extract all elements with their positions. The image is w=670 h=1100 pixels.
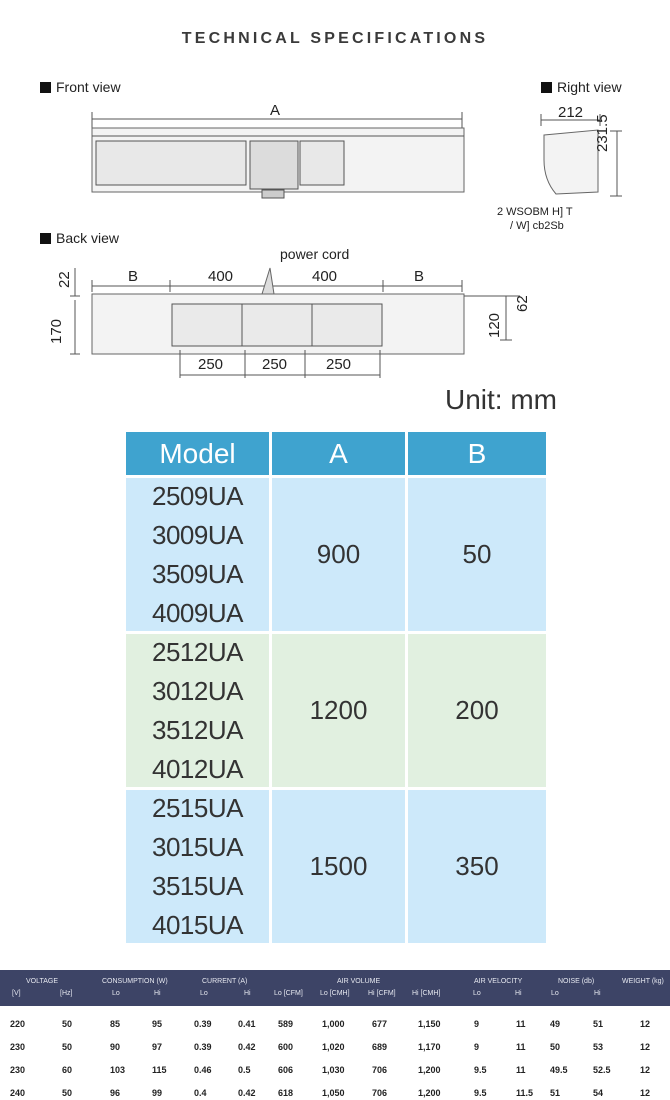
header-model: Model xyxy=(126,432,272,478)
dim-250-3-label: 250 xyxy=(326,356,352,373)
table-cell: 115 xyxy=(152,1065,167,1075)
model-name: 3015UA xyxy=(152,831,243,862)
table-cell: 618 xyxy=(278,1088,294,1098)
table-cell: 600 xyxy=(278,1042,294,1052)
sub-cur-lo: Lo xyxy=(200,990,208,997)
table-row xyxy=(0,1058,670,1081)
table-cell: 706 xyxy=(372,1065,388,1075)
table-cell: 12 xyxy=(640,1019,651,1029)
sub-cons-lo: Lo xyxy=(112,990,120,997)
model-name: 3515UA xyxy=(152,870,243,901)
sub-hz: [Hz] xyxy=(60,990,73,997)
model-list xyxy=(126,478,272,634)
sub-noise-lo: Lo xyxy=(551,990,559,997)
table-cell: 1,200 xyxy=(418,1065,441,1075)
table-cell: 9 xyxy=(474,1042,480,1052)
dim-a-label: A xyxy=(270,102,281,119)
model-name: 4015UA xyxy=(152,909,243,940)
table-cell: 51 xyxy=(593,1019,604,1029)
table-cell: 1,020 xyxy=(322,1042,345,1052)
table-cell: 0.39 xyxy=(194,1019,212,1029)
model-group-1500 xyxy=(126,790,546,946)
table-cell: 53 xyxy=(593,1042,604,1052)
dim-b-left-label: B xyxy=(128,268,139,285)
table-cell: 54 xyxy=(593,1088,604,1098)
dim-212-label: 212 xyxy=(558,104,584,121)
model-list xyxy=(126,790,272,946)
table-cell: 50 xyxy=(62,1019,73,1029)
model-name: 3009UA xyxy=(152,519,243,550)
table-cell: 97 xyxy=(152,1042,163,1052)
table-cell: 0.42 xyxy=(238,1042,256,1052)
group-voltage: VOLTAGE xyxy=(26,978,59,985)
table-cell: 50 xyxy=(62,1088,73,1098)
spec-table-header xyxy=(0,970,670,1006)
model-name: 2515UA xyxy=(152,792,243,823)
dim-b-value: 50 xyxy=(408,478,546,634)
dim-400-right-label: 400 xyxy=(312,268,338,285)
spec-table xyxy=(0,970,670,1100)
right-view-text: Right view xyxy=(557,79,622,95)
sub-noise-hi: Hi xyxy=(594,990,601,997)
table-cell: 230 xyxy=(10,1042,26,1052)
table-cell: 51 xyxy=(550,1088,561,1098)
table-cell: 0.4 xyxy=(194,1088,207,1098)
side-note-2: / W] cb2Sb xyxy=(510,220,564,232)
model-name: 4012UA xyxy=(152,753,243,784)
dim-400-left-label: 400 xyxy=(208,268,234,285)
model-name: 3512UA xyxy=(152,714,243,745)
table-cell: 0.42 xyxy=(238,1088,256,1098)
table-cell: 1,050 xyxy=(322,1088,345,1098)
unit-label: Unit: mm xyxy=(445,384,557,415)
model-table-header xyxy=(126,432,546,478)
sub-hi-cmh: Hi [CMH] xyxy=(412,990,441,997)
table-cell: 52.5 xyxy=(593,1065,611,1075)
table-cell: 11.5 xyxy=(516,1088,534,1098)
sub-lo-cmh: Lo [CMH] xyxy=(320,990,350,997)
table-row xyxy=(0,1081,670,1100)
table-cell: 85 xyxy=(110,1019,121,1029)
group-current: CURRENT (A) xyxy=(202,978,248,985)
table-cell: 50 xyxy=(550,1042,561,1052)
sub-lo-cfm: Lo [CFM] xyxy=(274,990,303,997)
table-cell: 0.46 xyxy=(194,1065,212,1075)
model-name: 4009UA xyxy=(152,597,243,628)
table-cell: 0.41 xyxy=(238,1019,256,1029)
table-cell: 11 xyxy=(516,1042,526,1052)
sub-hi-cfm: Hi [CFM] xyxy=(368,990,396,997)
page-title: TECHNICAL SPECIFICATIONS xyxy=(181,30,489,47)
side-note-1: 2 WSOBM H] T xyxy=(497,206,573,218)
table-cell: 1,170 xyxy=(418,1042,441,1052)
dim-231-5-label: 231.5 xyxy=(594,114,611,152)
table-cell: 11 xyxy=(516,1019,526,1029)
dim-b-value: 200 xyxy=(408,634,546,790)
group-weight: WEIGHT (kg) xyxy=(622,978,664,985)
model-group-1200 xyxy=(126,634,546,790)
table-cell: 96 xyxy=(110,1088,121,1098)
header-b: B xyxy=(408,432,546,478)
sub-vel-lo: Lo xyxy=(473,990,481,997)
table-cell: 49 xyxy=(550,1019,561,1029)
table-cell: 99 xyxy=(152,1088,163,1098)
table-cell: 230 xyxy=(10,1065,26,1075)
dim-250-1-label: 250 xyxy=(198,356,224,373)
table-cell: 1,030 xyxy=(322,1065,345,1075)
table-cell: 240 xyxy=(10,1088,26,1098)
table-cell: 9 xyxy=(474,1019,480,1029)
model-name: 2509UA xyxy=(152,480,243,511)
table-row xyxy=(0,1035,670,1058)
table-cell: 606 xyxy=(278,1065,294,1075)
table-cell: 677 xyxy=(372,1019,388,1029)
model-dimension-table xyxy=(126,432,546,946)
group-air-volume: AIR VOLUME xyxy=(337,978,381,985)
model-name: 2512UA xyxy=(152,636,243,667)
dim-22-label: 22 xyxy=(56,271,73,288)
dim-b-right-label: B xyxy=(414,268,425,285)
dim-b-value: 350 xyxy=(408,790,546,946)
table-cell: 12 xyxy=(640,1088,651,1098)
sub-v: [V] xyxy=(12,990,21,997)
table-cell: 95 xyxy=(152,1019,163,1029)
dim-a-value: 1500 xyxy=(272,790,408,946)
table-cell: 12 xyxy=(640,1042,651,1052)
front-view-text: Front view xyxy=(56,79,121,95)
technical-drawing xyxy=(0,0,670,380)
model-name: 3012UA xyxy=(152,675,243,706)
sub-vel-hi: Hi xyxy=(515,990,522,997)
dim-250-2-label: 250 xyxy=(262,356,288,373)
model-name: 3509UA xyxy=(152,558,243,589)
table-cell: 90 xyxy=(110,1042,121,1052)
table-cell: 1,200 xyxy=(418,1088,441,1098)
table-cell: 1,000 xyxy=(322,1019,345,1029)
table-cell: 50 xyxy=(62,1042,73,1052)
table-cell: 11 xyxy=(516,1065,526,1075)
model-list xyxy=(126,634,272,790)
table-cell: 12 xyxy=(640,1065,651,1075)
spec-table-body xyxy=(0,1006,670,1100)
table-cell: 1,150 xyxy=(418,1019,441,1029)
dim-170-label: 170 xyxy=(48,318,65,344)
group-noise: NOISE (db) xyxy=(558,978,595,985)
table-cell: 589 xyxy=(278,1019,294,1029)
table-cell: 9.5 xyxy=(474,1065,487,1075)
dim-a-value: 1200 xyxy=(272,634,408,790)
table-cell: 706 xyxy=(372,1088,388,1098)
table-cell: 220 xyxy=(10,1019,26,1029)
dim-a-value: 900 xyxy=(272,478,408,634)
sub-cons-hi: Hi xyxy=(154,990,161,997)
header-a: A xyxy=(272,432,408,478)
table-cell: 103 xyxy=(110,1065,126,1075)
table-cell: 689 xyxy=(372,1042,388,1052)
table-cell: 0.39 xyxy=(194,1042,212,1052)
sub-cur-hi: Hi xyxy=(244,990,251,997)
table-cell: 60 xyxy=(62,1065,73,1075)
power-cord-label: power cord xyxy=(280,246,350,262)
dim-120-label: 120 xyxy=(486,312,503,338)
table-row xyxy=(0,1012,670,1035)
model-group-900 xyxy=(126,478,546,634)
back-view-text: Back view xyxy=(56,230,120,246)
table-cell: 0.5 xyxy=(238,1065,251,1075)
group-consumption: CONSUMPTION (W) xyxy=(102,978,168,985)
table-cell: 9.5 xyxy=(474,1088,487,1098)
table-cell: 49.5 xyxy=(550,1065,568,1075)
group-air-velocity: AIR VELOCITY xyxy=(474,978,523,985)
dim-62-label: 62 xyxy=(514,295,531,312)
